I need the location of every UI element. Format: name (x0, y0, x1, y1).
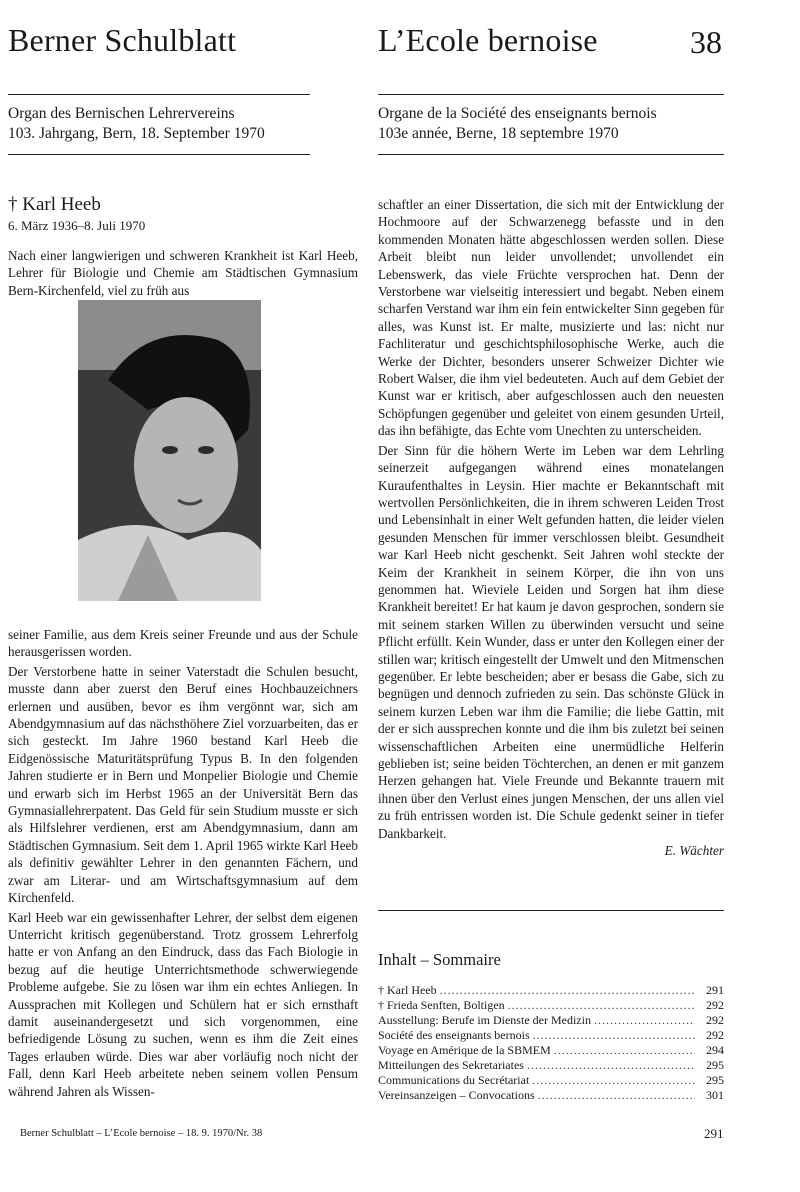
toc-rule (378, 910, 724, 911)
page-footer: Berner Schulblatt – L’Ecole bernoise – 18. 9. 1970/Nr. 38 (20, 1128, 263, 1139)
toc-item-page: 291 (706, 983, 724, 997)
toc-item-page: 295 (706, 1073, 724, 1087)
toc-leader (440, 983, 695, 998)
header-rule-left (8, 94, 310, 95)
toc-item-label: Vereinsanzeigen – Convocations (378, 1088, 535, 1102)
organ-fr-line1: Organe de la Société des enseignants bernois (378, 105, 657, 122)
article-dates: 6. März 1936–8. Juli 1970 (8, 218, 146, 234)
article-paragraph-3a: Karl Heeb war ein gewissenhafter Lehrer, der selbst dem eigenen Unterricht kritisch gegenüberstand. Trotz grossem Lehrerfolg hatte er von Anfang an den Eindruck, dass das Fach Biologie in bezug auf die heutige Unterrichtsmethode schwerwiegende Probleme aufgebe. Sie zu lösen war ihm ein echtes Anliegen. In Aussprachen mit Kollegen und Schülern hat er sich ernsthaft damit auseinandergesetzt und sich vorgenommen, eine befriedigende Lösung zu suchen, wenn es ihm die Zeit eines Tages erlauben würde. Dies war aber vorläufig noch nicht der Fall, denn Karl Heeb arbeitete neben seinem vollen Pensum während Jahren als Wissen- (8, 909, 358, 1099)
toc-item-page: 295 (706, 1058, 724, 1072)
article-paragraph-4: Der Sinn für die höhern Werte im Leben war dem Lehrling seinerzeit aufgegangen während eines monatelangen Kuraufenthaltes in Leysin. Hier machte er Bekanntschaft mit wertvollen Persönlichkeiten, die in ihrem schweren Leiden Trost und Lebensinhalt in einer Welt gefunden hatten, die leider vielen gesunden Menschen für immer verschlossen bleibt. Gesundheit war Karl Heeb nicht geschenkt. Seit Jahren wohl steckte der Keim der Krankheit in seinem Körper, die ihn von uns genommen hat. Wieviele Leiden und Sorgen hat ihm diese Krankheit bereitet! Er hat kaum je davon gesprochen, sondern sie mit seinem starken Willen zu überwinden versucht und seine Pflicht erfüllt. Kein Wunder, dass er unter den Kollegen einer der stillen war; kritisch eingestellt der Umwelt und den Mitmenschen gegenüber. Er lebte bescheiden; aber er besass die Gabe, sich zu begnügen und dennoch zufrieden zu sein. Das schönste Glück in seinem kurzen Leben war ihm die Familie; die liebe Gattin, mit der er sich aussprechen konnte und die ihm bis zuletzt bei seinen wissenschaftlichen Arbeiten eine unermüdliche Helferin geblieben ist; seine beiden Töchterchen, an denen er mit ganzem Herzen gehangen hat. Viele Freunde und Bekannte trauern mit ihnen über den Verlust eines jungen Menschen, der uns allen viel zu früh entrissen worden ist. Die Schule gedenkt seiner in tiefer Dankbarkeit. (378, 442, 724, 841)
organ-rule-right (378, 154, 724, 155)
article-paragraph-1a: Nach einer langwierigen und schweren Krankheit ist Karl Heeb, Lehrer für Biologie und Chemie am Städtischen Gymnasium Bern-Kirchenfeld, viel zu früh aus (8, 247, 358, 298)
toc-item[interactable] (378, 1043, 724, 1058)
toc-item-label: Communications du Secrétariat (378, 1073, 530, 1087)
portrait-illustration (78, 300, 261, 601)
toc-leader (527, 1058, 695, 1073)
toc-leader (508, 998, 695, 1013)
organ-rule-left (8, 154, 310, 155)
masthead-title-fr: L’Ecole bernoise (378, 22, 598, 58)
organ-de (8, 104, 265, 144)
article-paragraph-1b: seiner Familie, aus dem Kreis seiner Freunde und aus der Schule herausgerissen worden. (8, 627, 358, 660)
table-of-contents (378, 983, 724, 1103)
toc-item[interactable] (378, 998, 724, 1013)
toc-item-page: 292 (706, 998, 724, 1012)
toc-item[interactable] (378, 983, 724, 998)
toc-item-page: 301 (706, 1088, 724, 1102)
organ-fr-line2: 103e année, Berne, 18 septembre 1970 (378, 125, 619, 142)
toc-item[interactable] (378, 1013, 724, 1028)
article-paragraph-2: Der Verstorbene hatte in seiner Vaterstadt die Schulen besucht, musste dann aber zuerst den Beruf eines Hochbauzeichners erlernen und ausüben, bevor es ihm vergönnt war, sich am Abendgymnasium auf das nächsthöhere Ziel vorzuarbeiten, das er sich gesteckt. Im Jahre 1960 bestand Karl Heeb die Eidgenössische Maturitätsprüfung Typus B. In den folgenden Jahren studierte er in Bern und Monpelier Biologie und Chemie und erwarb sich im Herbst 1965 an der Universität Bern das Gymnasiallehrerpatent. Das Geld für sein Studium musste er sich als Hilfslehrer verdienen, erst am Abendgymnasium, dann am Städtischen Gymnasium. Seit dem 1. April 1965 wirkte Karl Heeb als definitiv gewählter Lehrer in den genannten Fächern, und zwar am Literar- und am Wirtschaftsgymnasium auf dem Kirchenfeld. (8, 663, 358, 906)
toc-item-label: Mitteilungen des Sekretariates (378, 1058, 524, 1072)
organ-fr (378, 104, 657, 144)
toc-item-page: 292 (706, 1013, 724, 1027)
toc-item-label: Voyage en Amérique de la SBMEM (378, 1043, 551, 1057)
toc-item-label: Société des enseignants bernois (378, 1028, 530, 1042)
toc-item[interactable] (378, 1058, 724, 1073)
toc-leader (538, 1088, 695, 1103)
organ-de-line1: Organ des Bernischen Lehrervereins (8, 105, 235, 122)
toc-item-label: † Karl Heeb (378, 983, 437, 997)
toc-item-label: Ausstellung: Berufe im Dienste der Medizin (378, 1013, 591, 1027)
article-right (378, 196, 724, 859)
article-left-bottom (8, 626, 358, 1100)
article-left-top (8, 196, 358, 299)
page-number: 291 (704, 1126, 724, 1141)
toc-leader (554, 1043, 695, 1058)
article-title: † Karl Heeb (8, 194, 101, 215)
toc-leader (594, 1013, 695, 1028)
toc-heading: Inhalt – Sommaire (378, 950, 501, 969)
toc-leader (533, 1028, 695, 1043)
toc-item[interactable] (378, 1028, 724, 1043)
toc-item-label: † Frieda Senften, Boltigen (378, 998, 505, 1012)
toc-item[interactable] (378, 1073, 724, 1088)
toc-item[interactable] (378, 1088, 724, 1103)
toc-item-page: 294 (706, 1043, 724, 1057)
article-signature: E. Wächter (664, 843, 724, 859)
toc-item-page: 292 (706, 1028, 724, 1042)
issue-number: 38 (690, 24, 722, 60)
organ-de-line2: 103. Jahrgang, Bern, 18. September 1970 (8, 125, 265, 142)
header-rule-right (378, 94, 724, 95)
article-paragraph-3b: schaftler an einer Dissertation, die sich mit der Entwicklung der Hochmoore auf der Schwarzenegg befasste und in den kommenden Monaten hätte abgeschlossen werden sollen. Diese Arbeit bleibt nun leider unvollendet; unvollendet ein Lebenswerk, das viele Früchte versprochen hat. Denn der Verstorbene war vielseitig interessiert und begabt. Neben einem scharfen Verstand war ihm ein fein entwickelter Sinn gegeben für alles, was Kunst ist. Er malte, musizierte und las: nicht nur Fachliteratur und geschichtsphilosophische Werke, auch die Werke der Dichter, besonders unserer Schweizer Dichter wie Robert Walser, die ihm viel bedeuteten. Auch auf dem Gebiet der Kunst war er kritisch, aber aufgeschlossen auch den neuesten Schöpfungen gegenüber und geleitet von einem gesunden Urteil, das ihn befähigte, das Echte vom Unechten zu unterscheiden. (378, 197, 724, 439)
toc-leader (532, 1073, 695, 1088)
masthead-title-de: Berner Schulblatt (8, 22, 237, 58)
portrait-photo (78, 300, 261, 601)
